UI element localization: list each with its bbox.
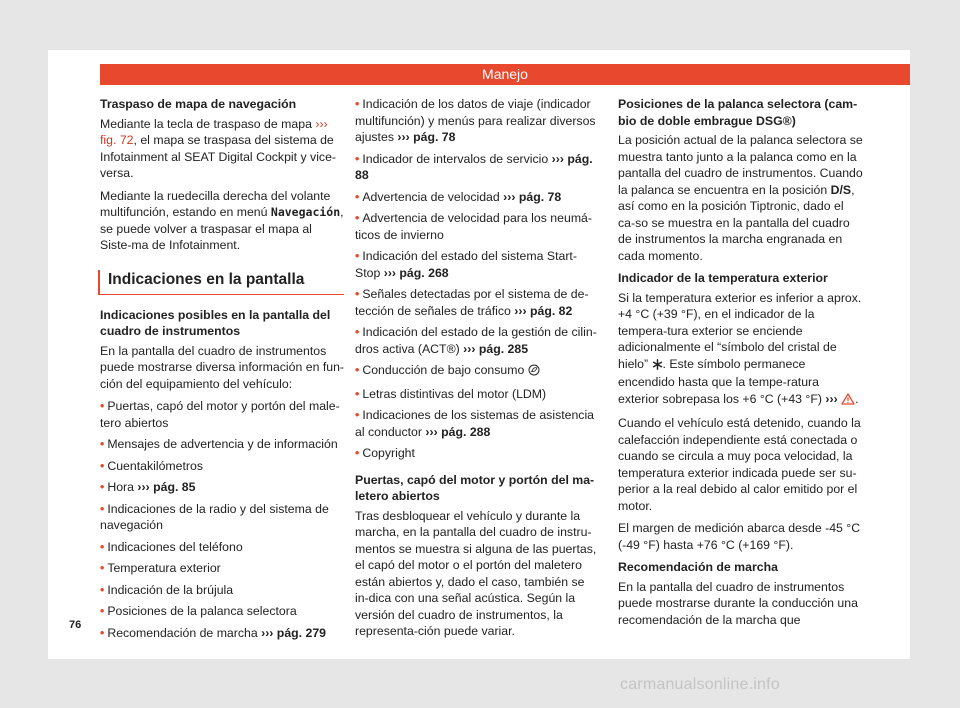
list-item-text: Temperatura exterior xyxy=(107,561,221,575)
list-item-text: Puertas, capó del motor y portón del male-tero abiertos xyxy=(100,399,340,430)
gear-position: D/S xyxy=(830,182,852,197)
list-item-text: Conducción de bajo consumo xyxy=(362,363,525,377)
paragraph-indications-intro: En la pantalla del cuadro de instrumentos puede mostrarse diversa información en fun-ción del equipamiento del vehículo: xyxy=(100,343,345,391)
heading-possible-indications: Indicaciones posibles en la pantalla del cuadro de instrumentos xyxy=(100,307,331,338)
list-item-text: Indicación del estado de la gestión de cilin-dros activa (ACT®) xyxy=(355,325,597,356)
text: . Este símbolo permanece encendido hasta que la tempe-ratura exterior sobrepasa los +6 °C (+43 °F) xyxy=(618,356,826,406)
heading-gear-recommendation: Recomendación de marcha xyxy=(618,560,778,574)
bullet-icon: • xyxy=(100,561,105,575)
list-item xyxy=(100,458,344,475)
list-item-text: Advertencia de velocidad xyxy=(362,189,504,204)
list-item xyxy=(355,324,599,357)
eco-leaf-icon xyxy=(528,364,540,381)
bullet-icon: • xyxy=(100,539,105,554)
text: , así como en la posición Tiptronic, dado el ca-so se muestra en la pantalla del cuadro de instrumentos la marcha engranada en cada momento. xyxy=(618,182,855,263)
page-link[interactable]: ››› pág. 285 xyxy=(463,341,529,356)
heading-selector-lever: Posiciones de la palanca selectora (cam-bio de doble embrague DSG®) xyxy=(618,97,858,128)
page-link[interactable]: ››› pág. 279 xyxy=(261,625,327,640)
text: Mediante la tecla de traspaso de mapa xyxy=(100,116,312,131)
bullet-icon: • xyxy=(355,97,360,111)
list-item-text: Indicador de intervalos de servicio xyxy=(362,151,552,166)
manual-page xyxy=(48,50,910,659)
page-link[interactable]: ››› pág. 88 xyxy=(355,151,593,182)
list-item xyxy=(355,189,599,206)
page-link[interactable]: ››› pág. 78 xyxy=(503,189,562,204)
list-item-text: Indicación de la brújula xyxy=(107,582,234,597)
list-item-text: Posiciones de la palanca selectora xyxy=(107,604,297,618)
list-item-text: Mensajes de advertencia y de información xyxy=(107,437,338,451)
list-item-text: Indicaciones de la radio y del sistema de navegación xyxy=(100,501,329,532)
list-item xyxy=(355,286,599,319)
bullet-icon: • xyxy=(355,363,360,377)
bullet-icon: • xyxy=(355,189,360,204)
bullet-icon: • xyxy=(355,211,360,225)
list-item-text: Indicación del estado del sistema Start-Stop xyxy=(355,249,577,280)
paragraph-map-return xyxy=(100,188,344,254)
list-item xyxy=(100,560,344,577)
text: Si la temperatura exterior es inferior a aprox. +4 °C (+39 °F), en el indicador de la tempera-tura exterior se enciende adicionalmente el “símbolo del cristal de hielo” xyxy=(618,290,862,371)
list-item xyxy=(355,248,599,281)
bullet-icon: • xyxy=(355,446,360,460)
list-item-text: Hora xyxy=(107,480,138,494)
list-item xyxy=(355,407,599,440)
text: , se puede volver a traspasar el mapa al Siste-ma de Infotainment. xyxy=(100,205,344,252)
paragraph-gear-recommendation: En la pantalla del cuadro de instrumentos puede mostrarse durante la conducción una recomendación de la marcha que xyxy=(618,579,858,627)
bullet-icon: • xyxy=(100,604,105,618)
list-item-text: Advertencia de velocidad para los neumá-ticos de invierno xyxy=(355,211,592,242)
bullet-icon: • xyxy=(100,501,105,516)
watermark: carmanualsonline.info xyxy=(620,676,780,693)
list-item-text: Cuentakilómetros xyxy=(107,458,203,473)
page-link[interactable]: ››› pág. 78 xyxy=(397,130,456,144)
section-title: Indicaciones en la pantalla xyxy=(98,270,344,295)
paragraph-selector-lever xyxy=(618,132,863,264)
bullet-icon: • xyxy=(100,625,105,640)
list-item-text: Copyright xyxy=(362,446,415,460)
paragraph-map-transfer xyxy=(100,116,344,182)
heading-map-transfer: Traspaso de mapa de navegación xyxy=(100,97,297,111)
list-item xyxy=(100,398,344,431)
paragraph-doors-open: Tras desbloquear el vehículo y durante la marcha, en la pantalla del cuadro de instru-mentos se muestra si alguna de las puertas, el capó del motor o el portón del maletero están abiertos y, dado el caso, también se in-dica con una señal acústica. Según la versión del cuadro de instrumentos, la representa-ción puede variar. xyxy=(355,508,597,638)
list-item-text: Indicación de los datos de viaje (indicador multifunción) y menús para realizar diversos ajustes xyxy=(355,97,596,144)
list-item xyxy=(100,436,344,453)
list-item xyxy=(355,151,599,184)
list-item xyxy=(100,539,344,556)
text: , el mapa se traspasa del sistema de Infotainment al SEAT Digital Cockpit y vice-versa. xyxy=(100,133,337,180)
bullet-icon: • xyxy=(355,287,360,301)
text: . xyxy=(855,391,859,406)
list-item xyxy=(355,96,599,146)
text: Mediante la ruedecilla derecha del volante multifunción, estando en menú xyxy=(100,188,331,219)
bullet-icon: • xyxy=(355,386,360,401)
page-link[interactable]: ››› pág. 288 xyxy=(425,424,491,439)
list-item-text: Recomendación de marcha xyxy=(107,625,262,640)
list-item xyxy=(355,386,599,403)
list-item xyxy=(355,362,599,381)
bullet-icon: • xyxy=(355,408,360,422)
list-item xyxy=(100,625,344,642)
bullet-icon: • xyxy=(355,249,360,263)
text: La posición actual de la palanca selectora se muestra tanto junto a la palanca como en la pantalla del cuadro de instrumentos. Cuando la palanca se encuentra en la posición xyxy=(618,133,863,197)
bullet-icon: • xyxy=(100,399,105,413)
page-link[interactable]: ››› pág. 268 xyxy=(383,265,449,280)
page-link[interactable]: ››› pág. 85 xyxy=(137,480,196,494)
list-item-text: Señales detectadas por el sistema de de-tección de señales de tráfico xyxy=(355,287,589,318)
column-left xyxy=(100,96,344,646)
list-item xyxy=(100,603,344,620)
list-item-text: Indicaciones del teléfono xyxy=(107,539,243,554)
warning-link[interactable]: ››› xyxy=(825,391,838,406)
paragraph-temp-heat: Cuando el vehículo está detenido, cuando la calefacción independiente está conectada o cuando se circula a muy poca velocidad, la temperatura exterior indicada puede ser su-perior a la real debido al calor emitido por el motor. xyxy=(618,416,861,513)
list-item xyxy=(100,501,344,534)
snowflake-icon xyxy=(652,358,663,375)
paragraph-outside-temp xyxy=(618,290,863,410)
bullet-icon: • xyxy=(100,458,105,473)
bullet-icon: • xyxy=(355,325,360,339)
paragraph-temp-range: El margen de medición abarca desde -45 °C (-49 °F) hasta +76 °C (+169 °F). xyxy=(618,521,861,552)
heading-doors-open: Puertas, capó del motor y portón del ma-letero abiertos xyxy=(355,472,595,503)
menu-name: Navegación xyxy=(270,205,341,219)
column-right xyxy=(618,96,863,634)
column-middle xyxy=(355,96,599,646)
warning-triangle-icon xyxy=(841,393,855,410)
bullet-icon: • xyxy=(100,480,105,494)
list-item xyxy=(100,479,344,496)
list-item-text: Indicaciones de los sistemas de asistencia al conductor xyxy=(355,408,595,439)
list-item xyxy=(355,210,599,243)
figure-link[interactable]: ››› fig. 72 xyxy=(100,116,328,147)
heading-outside-temp: Indicador de la temperatura exterior xyxy=(618,271,828,285)
page-number: 76 xyxy=(69,619,82,631)
bullet-icon: • xyxy=(355,151,360,166)
bullet-icon: • xyxy=(100,582,105,597)
list-item xyxy=(100,582,344,599)
page-link[interactable]: ››› pág. 82 xyxy=(514,303,573,318)
list-item xyxy=(355,445,599,462)
chapter-header: Manejo xyxy=(100,64,910,85)
bullet-icon: • xyxy=(100,437,105,451)
list-item-text: Letras distintivas del motor (LDM) xyxy=(362,386,547,401)
